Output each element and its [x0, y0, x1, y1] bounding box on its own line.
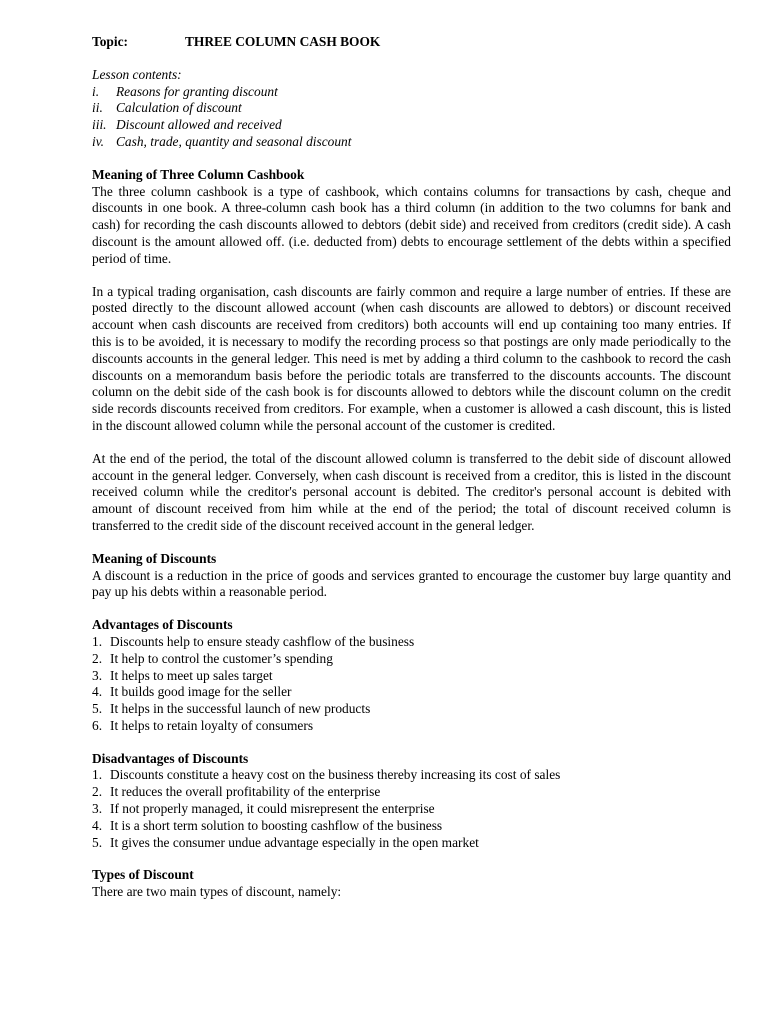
- list-item: [92, 684, 731, 701]
- list-item-text: It help to control the customer’s spending: [110, 650, 333, 666]
- list-item: [92, 767, 731, 784]
- section-heading-advantages: Advantages of Discounts: [92, 617, 233, 633]
- paragraph: The three column cashbook is a type of cashbook, which contains columns for transactions by cash, cheque and discounts in one book. A three-column cash book has a third column (in addition to the two columns for bank and cash) for recording the cash discounts allowed to debtors (debit side) and received from creditors (credit side). A cash discount is the amount allowed off. (i.e. deducted from) debts to encourage settlement of the debts within a specified period of time.: [92, 183, 731, 266]
- topic-line: [92, 34, 731, 51]
- page-title: THREE COLUMN CASH BOOK: [185, 34, 381, 49]
- lesson-item-number: i.: [92, 83, 100, 99]
- list-item-text: It helps to meet up sales target: [110, 667, 273, 683]
- advantages-list: [92, 634, 731, 735]
- list-item: [92, 784, 731, 801]
- section-heading-meaning-cashbook: Meaning of Three Column Cashbook: [92, 166, 305, 182]
- list-item-text: It builds good image for the seller: [110, 684, 292, 700]
- lesson-item-text: Calculation of discount: [116, 100, 242, 116]
- list-item-number: 6.: [92, 717, 103, 733]
- list-item: [92, 801, 731, 818]
- list-item: [92, 651, 731, 668]
- list-item-number: 5.: [92, 834, 103, 850]
- list-item-text: It helps in the successful launch of new products: [110, 701, 371, 717]
- list-item-text: It reduces the overall profitability of the enterprise: [110, 784, 381, 800]
- list-item: [92, 835, 731, 852]
- list-item-number: 1.: [92, 633, 103, 649]
- disadvantages-list: [92, 767, 731, 851]
- list-item: [92, 668, 731, 685]
- list-item: [92, 634, 731, 651]
- paragraph: A discount is a reduction in the price of goods and services granted to encourage the customer buy large quantity and pay up his debts within a reasonable period.: [92, 567, 731, 600]
- list-item: [92, 818, 731, 835]
- lesson-item-number: ii.: [92, 100, 103, 116]
- section-heading-types: Types of Discount: [92, 867, 194, 883]
- list-item-text: It is a short term solution to boosting cashflow of the business: [110, 817, 443, 833]
- list-item-number: 5.: [92, 701, 103, 717]
- list-item-number: 4.: [92, 684, 103, 700]
- paragraph: There are two main types of discount, namely:: [92, 884, 342, 900]
- paragraph: At the end of the period, the total of the discount allowed column is transferred to the debit side of discount allowed account in the general ledger. Conversely, when cash discount is received from a creditor, this is listed in the discount received column while the creditor's personal account is debited. The creditor's personal account is debited with amount of discount received from him while at the end of the period; the total of discount received column is transferred to the credit side of the discount received account in the general ledger.: [92, 450, 731, 533]
- list-item-text: It gives the consumer undue advantage especially in the open market: [110, 834, 479, 850]
- paragraph: In a typical trading organisation, cash discounts are fairly common and require a large number of entries. If these are posted directly to the discount allowed account (when cash discounts are allowed to debtors) or discount received account when cash discounts are received from creditors) both accounts will end up containing too many entries. If this is to be avoided, it is necessary to modify the recording process so that postings are only made periodically to the discounts accounts in the general ledger. This need is met by adding a third column to the cashbook to record the cash discounts on a memorandum basis before the periodic totals are transferred to the discounts accounts. The discount column on the debit side of the cash book is for discounts allowed to debtors while the discount column on the credit side records discounts received from creditors. For example, when a customer is allowed a cash discount, this is listed in the discount allowed column while the personal account of the customer is credited.: [92, 283, 731, 433]
- list-item-number: 3.: [92, 667, 103, 683]
- list-item-number: 3.: [92, 801, 103, 817]
- lesson-item-text: Cash, trade, quantity and seasonal discount: [116, 133, 352, 149]
- lesson-item: [92, 84, 731, 101]
- lesson-item: [92, 100, 731, 117]
- lesson-contents-heading: Lesson contents:: [92, 66, 182, 82]
- list-item: [92, 718, 731, 735]
- lesson-item: [92, 134, 731, 151]
- list-item-text: Discounts constitute a heavy cost on the business thereby increasing its cost of sales: [110, 767, 561, 783]
- list-item-text: It helps to retain loyalty of consumers: [110, 717, 314, 733]
- list-item-text: Discounts help to ensure steady cashflow of the business: [110, 633, 415, 649]
- lesson-item-text: Discount allowed and received: [116, 117, 282, 133]
- lesson-item-text: Reasons for granting discount: [116, 83, 278, 99]
- list-item-number: 2.: [92, 784, 103, 800]
- section-heading-meaning-discounts: Meaning of Discounts: [92, 550, 217, 566]
- lesson-item-number: iii.: [92, 117, 107, 133]
- list-item: [92, 701, 731, 718]
- topic-label: Topic:: [92, 34, 128, 49]
- list-item-number: 4.: [92, 817, 103, 833]
- lesson-contents: [92, 67, 731, 151]
- list-item-text: If not properly managed, it could misrepresent the enterprise: [110, 801, 435, 817]
- list-item-number: 1.: [92, 767, 103, 783]
- list-item-number: 2.: [92, 650, 103, 666]
- section-heading-disadvantages: Disadvantages of Discounts: [92, 750, 249, 766]
- lesson-item-number: iv.: [92, 133, 105, 149]
- lesson-item: [92, 117, 731, 134]
